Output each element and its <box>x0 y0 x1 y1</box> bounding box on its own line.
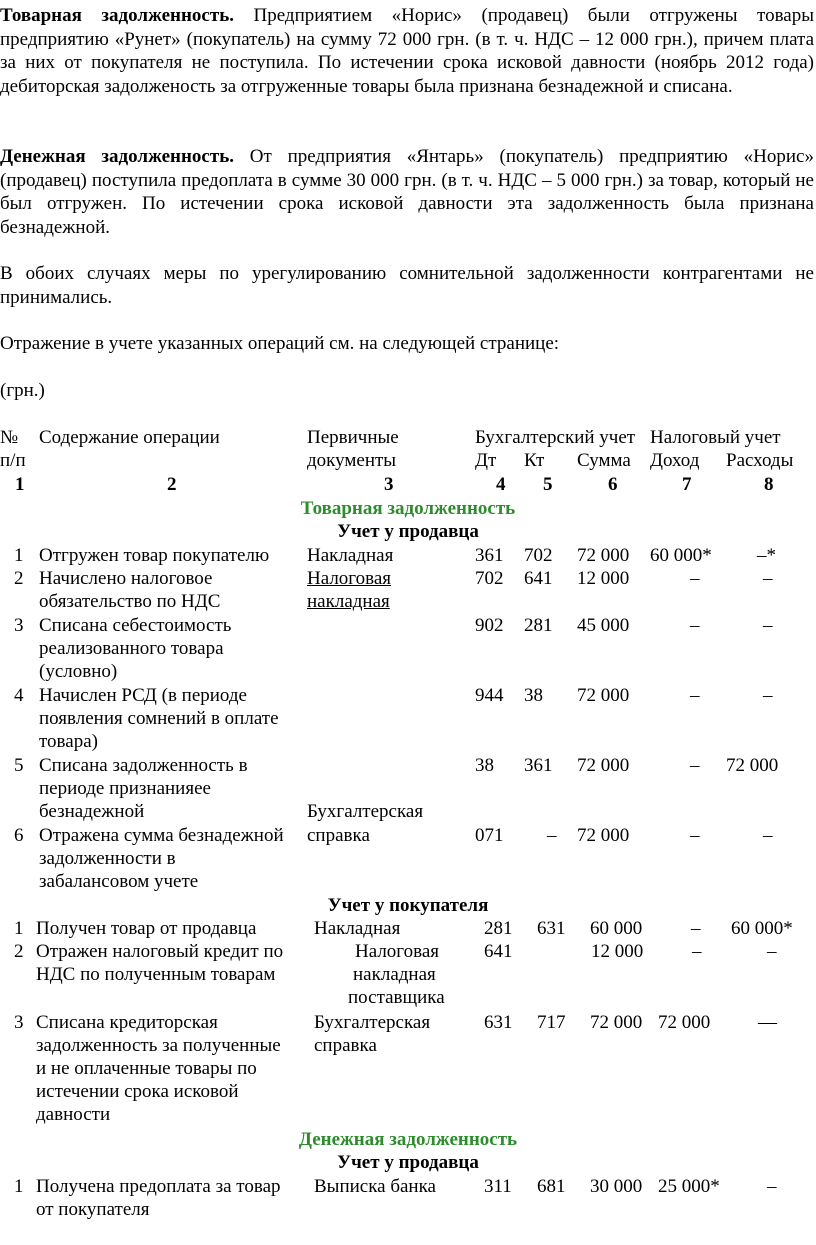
subsection-seller: Учет у продавца <box>337 521 479 542</box>
income-cell: 72 000 <box>658 1012 711 1033</box>
expense-cell: – <box>763 825 773 846</box>
income-cell: – <box>690 685 700 706</box>
debit-cell: 944 <box>475 685 504 706</box>
col-num-1: 1 <box>15 474 25 495</box>
sum-cell: 60 000 <box>590 918 643 939</box>
operation-text: появления сомнений в оплате <box>39 708 279 729</box>
document-cell: накладная <box>353 964 436 985</box>
operation-text: Списана себестоимость <box>39 615 232 636</box>
sum-cell: 72 000 <box>577 685 630 706</box>
income-cell: – <box>692 941 702 962</box>
expense-cell: –* <box>757 545 776 566</box>
document-cell: поставщика <box>348 987 445 1008</box>
operation-text: периоде признанияее <box>39 778 211 799</box>
section-title-cash: Денежная задолженность <box>298 1129 518 1150</box>
sum-cell: 30 000 <box>590 1176 643 1197</box>
col-num-7: 7 <box>682 474 692 495</box>
document-cell: справка <box>314 1035 377 1056</box>
credit-cell: 681 <box>537 1176 566 1197</box>
operation-text: (условно) <box>39 661 118 682</box>
operation-text: Отражен налоговый кредит по <box>36 941 284 962</box>
expense-cell: 60 000* <box>731 918 793 939</box>
document-cell: справка <box>307 825 370 846</box>
row-number: 1 <box>14 545 24 566</box>
expense-cell: – <box>763 568 773 589</box>
row-number: 1 <box>14 1176 24 1197</box>
section-title-goods: Товарная задолженность <box>300 498 516 519</box>
row-number: 2 <box>14 941 24 962</box>
col-num-2: 2 <box>167 474 177 495</box>
subsection-seller-2: Учет у продавца <box>337 1152 479 1173</box>
debit-cell: 071 <box>475 825 504 846</box>
operation-text: Начислен РСД (в периоде <box>39 685 247 706</box>
row-number: 1 <box>14 918 24 939</box>
credit-cell: 631 <box>537 918 566 939</box>
expense-cell: – <box>767 1176 777 1197</box>
operation-text: и не оплаченные товары по <box>36 1058 257 1079</box>
income-cell: – <box>690 825 700 846</box>
document-cell: Налоговая <box>355 941 440 962</box>
header-tax: Налоговый учет <box>650 427 781 448</box>
debit-cell: 281 <box>484 918 513 939</box>
income-cell: – <box>690 755 700 776</box>
sum-cell: 12 000 <box>577 568 630 589</box>
income-cell: – <box>691 918 701 939</box>
income-cell: 25 000* <box>658 1176 720 1197</box>
header-expense: Расходы <box>726 450 794 471</box>
expense-cell: – <box>763 685 773 706</box>
operation-text: Отражена сумма безнадежной <box>39 825 284 846</box>
header-no: № <box>0 427 19 448</box>
header-content: Содержание операции <box>39 427 220 448</box>
operation-text: задолженность за полученные <box>36 1035 281 1056</box>
debit-cell: 311 <box>484 1176 512 1197</box>
income-cell: 60 000* <box>650 545 712 566</box>
col-num-5: 5 <box>543 474 553 495</box>
operation-text: НДС по полученным товарам <box>36 964 276 985</box>
credit-cell: 361 <box>524 755 553 776</box>
subsection-buyer: Учет у покупателя <box>327 895 489 916</box>
unit-label: (грн.) <box>0 380 45 401</box>
sum-cell: 72 000 <box>577 545 630 566</box>
credit-cell: – <box>547 825 557 846</box>
operation-text: Отгружен товар покупателю <box>39 545 270 566</box>
sum-cell: 12 000 <box>591 941 644 962</box>
row-number: 2 <box>14 568 24 589</box>
debit-cell: 702 <box>475 568 504 589</box>
paragraph-no-measures: В обоих случаях меры по урегулированию сомнительной задолженности контрагентами не принимались. <box>0 263 814 308</box>
debit-cell: 38 <box>475 755 494 776</box>
header-docs: Первичные <box>307 427 399 448</box>
debit-cell: 641 <box>484 941 513 962</box>
document-cell: Бухгалтерская <box>314 1012 431 1033</box>
income-cell: – <box>690 615 700 636</box>
header-no-2: п/п <box>0 450 26 471</box>
credit-cell: 281 <box>524 615 553 636</box>
credit-cell: 717 <box>537 1012 566 1033</box>
credit-cell: 702 <box>524 545 553 566</box>
document-cell: Налоговая <box>307 568 392 589</box>
paragraph-text: Предприятием «Норис» (продавец) были отгружены товары предприятию «Рунет» (покупатель) на сумму 72 000 грн. (в т. ч. НДС – 12 000 грн.), причем плата за них от покупателя не поступила. По истечении срока исковой давности (ноябрь 2012 года) дебиторская задолженость за отгруженные товары была признана безнадежной и списана. <box>0 5 814 97</box>
operation-text: обязательство по НДС <box>39 591 221 612</box>
expense-cell: — <box>758 1012 777 1033</box>
operation-text: от покупателя <box>36 1199 150 1220</box>
col-num-8: 8 <box>764 474 774 495</box>
paragraph-cash-debt <box>0 145 814 239</box>
credit-cell: 641 <box>524 568 553 589</box>
sum-cell: 72 000 <box>577 755 630 776</box>
debit-cell: 902 <box>475 615 504 636</box>
sum-cell: 72 000 <box>590 1012 643 1033</box>
operation-text: Начислено налоговое <box>39 568 213 589</box>
document-cell: накладная <box>307 591 390 612</box>
operation-text: истечении срока исковой <box>36 1081 239 1102</box>
credit-cell: 38 <box>524 685 543 706</box>
paragraph-see-next-page: Отражение в учете указанных операций см. на следующей странице: <box>0 333 560 354</box>
header-dt: Дт <box>475 450 497 471</box>
paragraph-goods-debt <box>0 4 814 98</box>
operation-text: забалансовом учете <box>39 871 199 892</box>
operation-text: Получен товар от продавца <box>36 918 257 939</box>
operation-text: товара) <box>39 731 98 752</box>
debit-cell: 361 <box>475 545 504 566</box>
operation-text: Списана кредиторская <box>36 1012 218 1033</box>
paragraph-title: Денежная задолженность. <box>0 146 234 167</box>
operation-text: Списана задолженность в <box>39 755 248 776</box>
document-cell: Накладная <box>307 545 394 566</box>
col-num-6: 6 <box>608 474 618 495</box>
expense-cell: – <box>767 941 777 962</box>
sum-cell: 72 000 <box>577 825 630 846</box>
operation-text: задолженности в <box>39 848 176 869</box>
col-num-4: 4 <box>496 474 506 495</box>
document-cell: Бухгалтерская <box>307 801 424 822</box>
header-kt: Кт <box>524 450 545 471</box>
header-income: Доход <box>650 450 700 471</box>
paragraph-text: От предприятия «Янтарь» (покупатель) предприятию «Норис» (продавец) поступила предоплата в сумме 30 000 грн. (в т. ч. НДС – 5 000 грн.) за товар, который не был отгружен. По истечении срока исковой давности эта задолженность была признана безнадежной. <box>0 146 814 238</box>
expense-cell: – <box>763 615 773 636</box>
document-cell: Выписка банка <box>314 1176 436 1197</box>
header-accounting: Бухгалтерский учет <box>475 427 636 448</box>
operation-text: давности <box>36 1104 111 1125</box>
row-number: 5 <box>14 755 24 776</box>
debit-cell: 631 <box>484 1012 513 1033</box>
income-cell: – <box>690 568 700 589</box>
expense-cell: 72 000 <box>726 755 779 776</box>
row-number: 6 <box>14 825 24 846</box>
row-number: 3 <box>14 615 24 636</box>
document-cell: Накладная <box>314 918 401 939</box>
header-docs-2: документы <box>307 450 397 471</box>
row-number: 3 <box>14 1012 24 1033</box>
header-sum: Сумма <box>577 450 631 471</box>
operation-text: Получена предоплата за товар <box>36 1176 281 1197</box>
operation-text: реализованного товара <box>39 638 224 659</box>
sum-cell: 45 000 <box>577 615 630 636</box>
paragraph-title: Товарная задолженность. <box>0 5 234 26</box>
col-num-3: 3 <box>384 474 394 495</box>
operation-text: безнадежной <box>39 801 145 822</box>
row-number: 4 <box>14 685 24 706</box>
